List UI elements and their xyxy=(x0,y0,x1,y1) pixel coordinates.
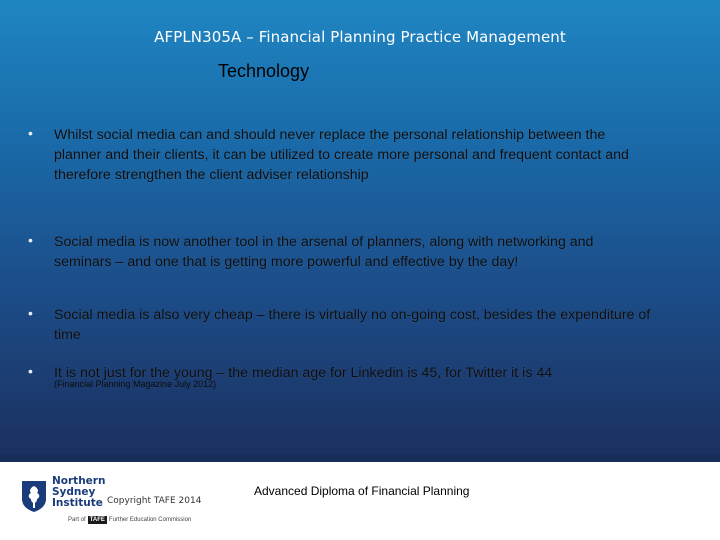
bullet-text: It is not just for the young – the median age for Linkedin is 45, for Twitter it is 44 xyxy=(54,365,553,381)
logo-wordmark xyxy=(52,476,105,509)
institute-logo xyxy=(20,476,106,520)
logo-line: Sydney xyxy=(52,486,96,498)
bullet-text: Social media is also very cheap – there is virtually no on-going cost, besides the expenditure of time xyxy=(54,307,651,343)
logo-line: Institute xyxy=(52,497,103,509)
citation: (Financial Planning Magazine July 2012) xyxy=(54,379,217,389)
tafe-badge: TAFE xyxy=(89,517,105,523)
bullet-marker: • xyxy=(28,232,33,248)
bullet-marker: • xyxy=(28,305,33,321)
copyright-text: Copyright TAFE 2014 xyxy=(107,496,202,506)
slide-title: Technology xyxy=(218,61,310,81)
logo-line: Northern xyxy=(52,475,106,487)
shield-icon xyxy=(20,479,48,513)
part-of-label: Part of xyxy=(68,517,86,523)
diploma-title: Advanced Diploma of Financial Planning xyxy=(254,484,470,498)
bullet-marker: • xyxy=(28,125,33,141)
commission-label: Further Education Commission xyxy=(108,517,192,523)
bullet-text: Social media is now another tool in the arsenal of planners, along with networking and seminars – and one that is getting more powerful and effective by the day! xyxy=(54,234,594,270)
tafe-affiliation xyxy=(68,516,191,524)
bullet-marker: • xyxy=(28,363,33,379)
bullet-text: Whilst social media can and should never replace the personal relationship between the planner and their clients, it can be utilized to create more personal and frequent contact and therefore strengthen the client adviser relationship xyxy=(54,127,629,183)
course-title: AFPLN305A – Financial Planning Practice Management xyxy=(154,28,566,46)
